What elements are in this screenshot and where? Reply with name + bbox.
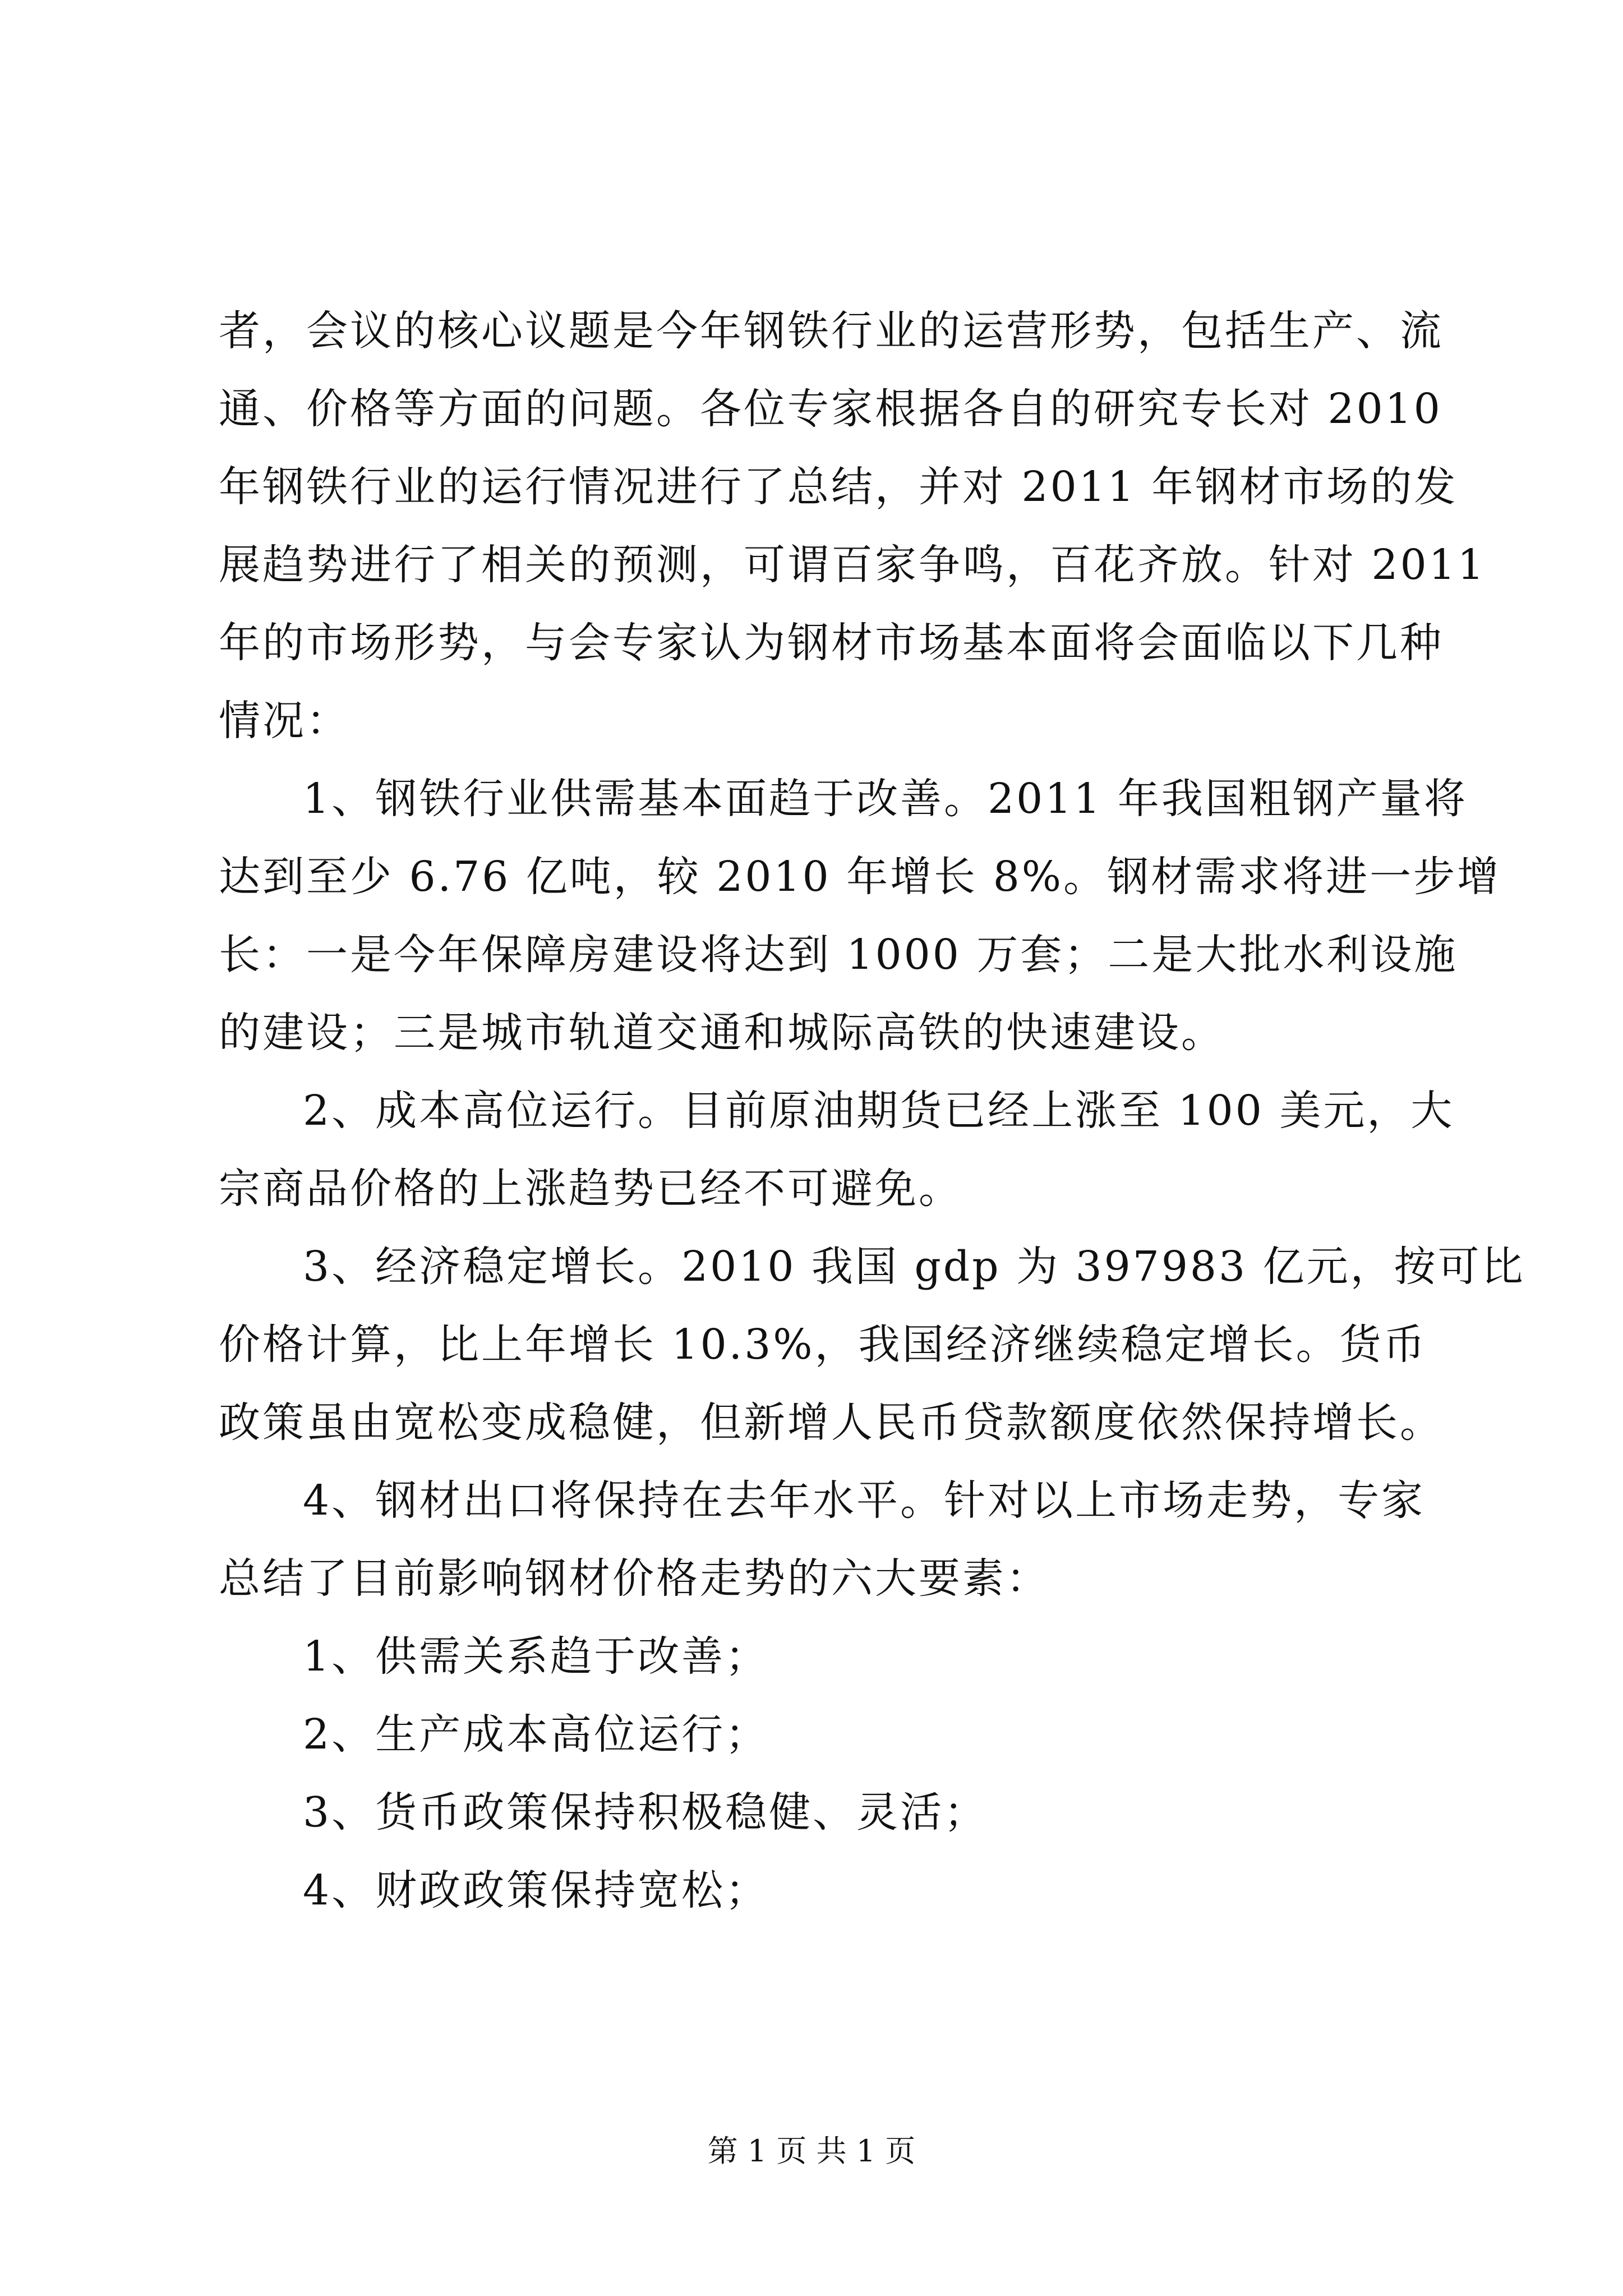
text-line: 长：一是今年保障房建设将达到 1000 万套；二是大批水利设施	[219, 931, 1458, 979]
list-item: 2、生产成本高位运行；	[303, 1710, 769, 1759]
text-line: 情况：	[219, 697, 350, 745]
list-item: 3、货币政策保持积极稳健、灵活；	[303, 1788, 988, 1837]
text-line: 3、经济稳定增长。2010 我国 gdp 为 397983 亿元，按可比	[303, 1243, 1525, 1291]
text-line: 4、钢材出口将保持在去年水平。针对以上市场走势，专家	[303, 1476, 1426, 1525]
text-line: 政策虽由宽松变成稳健，但新增人民币贷款额度依然保持增长。	[219, 1398, 1444, 1447]
text-line: 达到至少 6.76 亿吨，较 2010 年增长 8%。钢材需求将进一步增	[219, 853, 1501, 901]
text-line: 展趋势进行了相关的预测，可谓百家争鸣，百花齐放。针对 2011	[219, 541, 1486, 589]
list-item: 1、供需关系趋于改善；	[303, 1632, 769, 1681]
text-line: 1、钢铁行业供需基本面趋于改善。2011 年我国粗钢产量将	[303, 775, 1468, 823]
text-line: 价格计算，比上年增长 10.3%，我国经济继续稳定增长。货币	[219, 1320, 1427, 1369]
page-footer: 第 1 页 共 1 页	[707, 2133, 916, 2169]
text-line: 总结了目前影响钢材价格走势的六大要素：	[219, 1554, 1050, 1603]
list-item: 4、财政政策保持宽松；	[303, 1866, 769, 1915]
text-line: 年的市场形势，与会专家认为钢材市场基本面将会面临以下几种	[219, 619, 1444, 667]
text-line: 的建设；三是城市轨道交通和城际高铁的快速建设。	[219, 1009, 1225, 1057]
text-line: 通、价格等方面的问题。各位专家根据各自的研究专长对 2010	[219, 385, 1442, 433]
text-line: 宗商品价格的上涨趋势已经不可避免。	[219, 1165, 962, 1213]
text-line: 2、成本高位运行。目前原油期货已经上涨至 100 美元，大	[303, 1087, 1455, 1135]
text-line: 年钢铁行业的运行情况进行了总结，并对 2011 年钢材市场的发	[219, 463, 1458, 511]
text-line: 者，会议的核心议题是今年钢铁行业的运营形势，包括生产、流	[219, 307, 1444, 355]
